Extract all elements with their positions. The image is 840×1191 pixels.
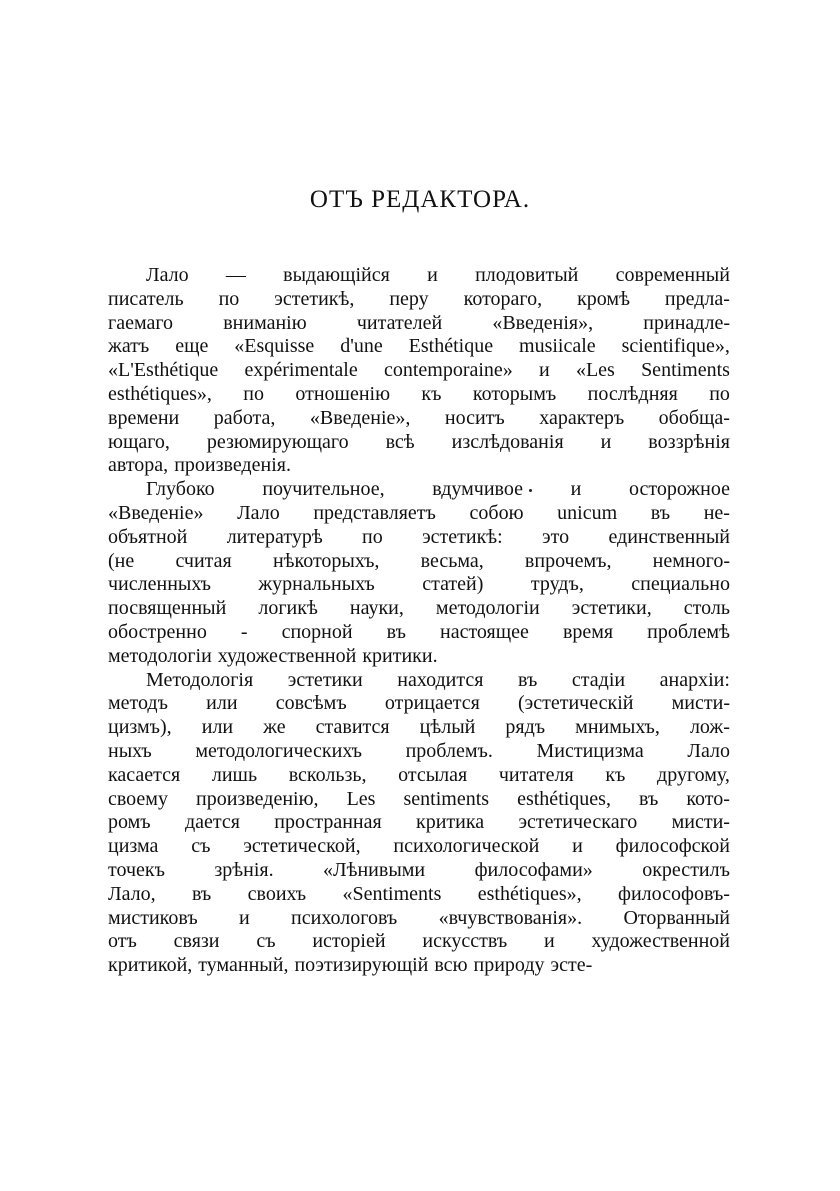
word: читателей — [356, 311, 443, 334]
word: отсылая — [398, 763, 468, 786]
word: специально — [631, 573, 730, 596]
word: дается — [184, 811, 240, 834]
word: изслѣдованія — [451, 430, 564, 453]
word: или — [206, 692, 238, 715]
word: Лало — [146, 264, 189, 286]
word: же — [263, 716, 286, 739]
text-line — [108, 478, 730, 502]
word: эстетики — [287, 668, 363, 691]
text-line — [108, 811, 730, 835]
word: философской — [615, 835, 730, 858]
word: времени — [108, 406, 180, 429]
word: жатъ — [108, 335, 150, 358]
word: Sentiments — [641, 359, 730, 382]
word: своему — [108, 787, 168, 810]
word: въ — [386, 620, 406, 643]
word: критикой, — [108, 954, 193, 977]
word: кото- — [686, 787, 730, 810]
word: ромъ — [108, 811, 151, 834]
word: esthétiques», — [108, 382, 212, 405]
word: по — [218, 287, 240, 310]
word: Esthétique — [408, 335, 494, 358]
text-line — [108, 669, 730, 693]
word: трудъ, — [530, 573, 584, 596]
word: рядъ — [505, 716, 546, 739]
word: художественной — [591, 930, 730, 953]
word: эсте- — [550, 954, 593, 977]
word: отношенію — [295, 382, 391, 405]
word: и — [570, 478, 582, 501]
word: Лало — [687, 739, 730, 762]
word: касается — [108, 763, 181, 786]
word: настоящее — [439, 620, 529, 643]
word: пространная — [274, 811, 382, 834]
word: esthétiques, — [517, 787, 611, 810]
text-line — [108, 597, 730, 621]
word: и — [539, 359, 550, 382]
word: contemporaine» — [383, 359, 513, 382]
word: считая — [175, 549, 232, 572]
text-line — [108, 550, 730, 574]
word: работа, — [213, 406, 276, 429]
word: «вчувствованія». — [438, 906, 583, 929]
word: поучительное, — [262, 478, 385, 501]
word: вдумчивое — [432, 478, 523, 501]
word: находится — [397, 668, 484, 691]
word: плодовитый — [475, 264, 579, 286]
word: методъ — [108, 692, 168, 715]
word: кромѣ — [577, 287, 630, 310]
word: Глубоко — [146, 478, 215, 501]
word: осторожное — [629, 478, 730, 501]
word: expérimentale — [244, 359, 358, 382]
word: исторіей — [312, 930, 386, 953]
text-line — [108, 835, 730, 859]
word: спорной — [281, 620, 353, 643]
word: съ — [191, 835, 211, 858]
text-line — [108, 859, 730, 883]
word: зрѣнія. — [214, 858, 274, 881]
text-line — [108, 502, 730, 526]
word: современный — [615, 264, 730, 286]
word: связи — [173, 930, 220, 953]
word: гаемаго — [108, 311, 174, 334]
word: послѣдняя — [587, 382, 678, 405]
word: котораго, — [463, 287, 543, 310]
word: отъ — [108, 930, 137, 953]
word: немного- — [652, 549, 730, 572]
word: по — [362, 525, 383, 548]
word: которымъ — [472, 382, 557, 405]
text-line — [108, 407, 730, 431]
word: эстетикѣ, — [274, 287, 355, 310]
word: произведенія. — [174, 454, 291, 477]
word: науки, — [349, 597, 404, 620]
body-text — [108, 264, 730, 978]
word: и — [600, 430, 612, 453]
word: окрестилъ — [642, 858, 730, 881]
word: журнальныхъ — [258, 573, 375, 596]
word: численныхъ — [108, 573, 211, 596]
word: всѣ — [385, 430, 415, 453]
text-line — [108, 288, 730, 312]
text-line — [108, 907, 730, 931]
word: другому, — [657, 763, 730, 786]
word: «Лѣнивыми — [323, 858, 426, 881]
word: проблемѣ — [647, 620, 730, 643]
text-line — [108, 264, 730, 288]
word: sentiments — [403, 787, 490, 810]
word: литературѣ — [226, 525, 323, 548]
word: собою — [469, 501, 524, 524]
word: не- — [703, 501, 730, 524]
word: объятной — [108, 525, 188, 548]
word: логикѣ — [258, 597, 318, 620]
word: посвященный — [108, 597, 227, 620]
word: перу — [389, 287, 429, 310]
word: ставится — [315, 716, 390, 739]
word: цизмъ), — [108, 716, 172, 739]
text-line — [108, 692, 730, 716]
word: философами» — [474, 858, 593, 881]
word: Лало, — [108, 882, 156, 905]
word: esthétiques», — [477, 882, 582, 905]
text-line — [108, 312, 730, 336]
word: предла- — [664, 287, 730, 310]
word: къ — [421, 382, 442, 405]
word: «Les — [575, 359, 615, 382]
text-line — [108, 383, 730, 407]
word: время — [562, 620, 614, 643]
print-speck — [529, 489, 532, 492]
word: выдающійся — [283, 264, 390, 286]
word: психологовъ — [291, 906, 398, 929]
word: художественной — [217, 644, 357, 667]
word: «Sentiments — [342, 882, 442, 905]
word: совсѣмъ — [275, 692, 347, 715]
word: эстетической, — [243, 835, 361, 858]
word: вниманію — [223, 311, 307, 334]
word: - — [240, 620, 248, 643]
text-line — [108, 359, 730, 383]
word: мистиковъ — [108, 906, 198, 929]
text-line — [108, 621, 730, 645]
word: резюмирующаго — [206, 430, 349, 453]
word: впрочемъ, — [524, 549, 612, 572]
text-line — [108, 526, 730, 550]
word: «Введеніе», — [309, 406, 411, 429]
word: или — [201, 716, 234, 739]
word: отрицается — [384, 692, 480, 715]
word: мнимыхъ, — [575, 716, 660, 739]
word: природу — [473, 954, 545, 977]
word: искусствъ — [422, 930, 508, 953]
text-line — [108, 883, 730, 907]
word: обостренно — [108, 620, 207, 643]
word: это — [542, 525, 570, 548]
word: столь — [683, 597, 730, 620]
word: Лало — [237, 501, 280, 524]
word: d'une — [340, 335, 383, 358]
word: анархіи: — [659, 668, 730, 691]
word: — — [225, 264, 246, 286]
text-line — [108, 954, 730, 978]
word: туманный, — [198, 954, 289, 977]
word: по — [243, 382, 264, 405]
word: и — [427, 264, 438, 286]
text-line — [108, 645, 730, 669]
word: въ — [639, 787, 659, 810]
word: принадле- — [643, 311, 730, 334]
word: еще — [175, 335, 209, 358]
word: методологіи — [435, 597, 540, 620]
word: лишь — [211, 763, 258, 786]
word: въ — [518, 668, 538, 691]
word: (не — [108, 549, 135, 572]
text-line — [108, 740, 730, 764]
word: поэтизирующій — [294, 954, 429, 977]
word: «Введенія», — [492, 311, 594, 334]
word: въ — [650, 501, 671, 524]
word: эстетикѣ: — [422, 525, 503, 548]
word: статей) — [422, 573, 484, 596]
word: методологическихъ — [195, 739, 362, 762]
word: нѣкоторыхъ, — [272, 549, 380, 572]
word: и — [543, 930, 555, 953]
text-line — [108, 573, 730, 597]
word: по — [709, 382, 730, 405]
word: философовъ- — [618, 882, 730, 905]
word: цѣлый — [419, 716, 476, 739]
word: scientifique», — [621, 335, 730, 358]
text-line — [108, 788, 730, 812]
word: и — [572, 835, 583, 858]
word: читателя — [498, 763, 574, 786]
word: психологической — [393, 835, 540, 858]
word: къ — [605, 763, 626, 786]
word: автора, — [108, 454, 169, 477]
word: носитъ — [444, 406, 505, 429]
word: писатель — [108, 287, 184, 310]
word: весьма, — [420, 549, 484, 572]
text-line — [108, 335, 730, 359]
word: критики. — [362, 644, 438, 667]
word: мисти- — [671, 811, 730, 834]
word: воззрѣнія — [648, 430, 730, 453]
text-line — [108, 764, 730, 788]
word: стадіи — [571, 668, 626, 691]
word: вскользь, — [288, 763, 367, 786]
page-title: ОТЪ РЕДАКТОРА. — [309, 186, 531, 213]
word: Оторванный — [623, 906, 730, 929]
word: представляетъ — [313, 501, 436, 524]
word: всю — [434, 954, 468, 977]
text-line — [108, 930, 730, 954]
word: ющаго, — [108, 430, 170, 453]
word: съ — [256, 930, 276, 953]
word: точекъ — [108, 858, 165, 881]
word: критика — [415, 811, 485, 834]
word: лож- — [689, 716, 730, 739]
word: мисти- — [671, 692, 730, 715]
word: unicum — [557, 501, 618, 524]
word: произведенію, — [196, 787, 319, 810]
word: Мистицизма — [536, 739, 644, 762]
word: «L'Esthétique — [108, 359, 219, 382]
word: проблемъ. — [405, 739, 493, 762]
word: эстетическаго — [518, 811, 638, 834]
word: ныхъ — [108, 739, 152, 762]
word: въ — [191, 882, 212, 905]
word: и — [239, 906, 250, 929]
text-line — [108, 454, 730, 478]
word: musiicale — [519, 335, 596, 358]
word: методологіи — [108, 644, 212, 667]
word: «Esquisse — [234, 335, 315, 358]
word: своихъ — [247, 882, 307, 905]
word: Методологія — [146, 668, 254, 691]
word: обобща- — [658, 406, 730, 429]
word: единственный — [608, 525, 730, 548]
text-line — [108, 716, 730, 740]
word: Les — [346, 787, 376, 810]
word: характеръ — [539, 406, 625, 429]
word: эстетики, — [571, 597, 652, 620]
word: цизма — [108, 835, 159, 858]
word: (эстетическій — [517, 692, 634, 715]
word: «Введеніе» — [108, 501, 204, 524]
text-line — [108, 431, 730, 455]
